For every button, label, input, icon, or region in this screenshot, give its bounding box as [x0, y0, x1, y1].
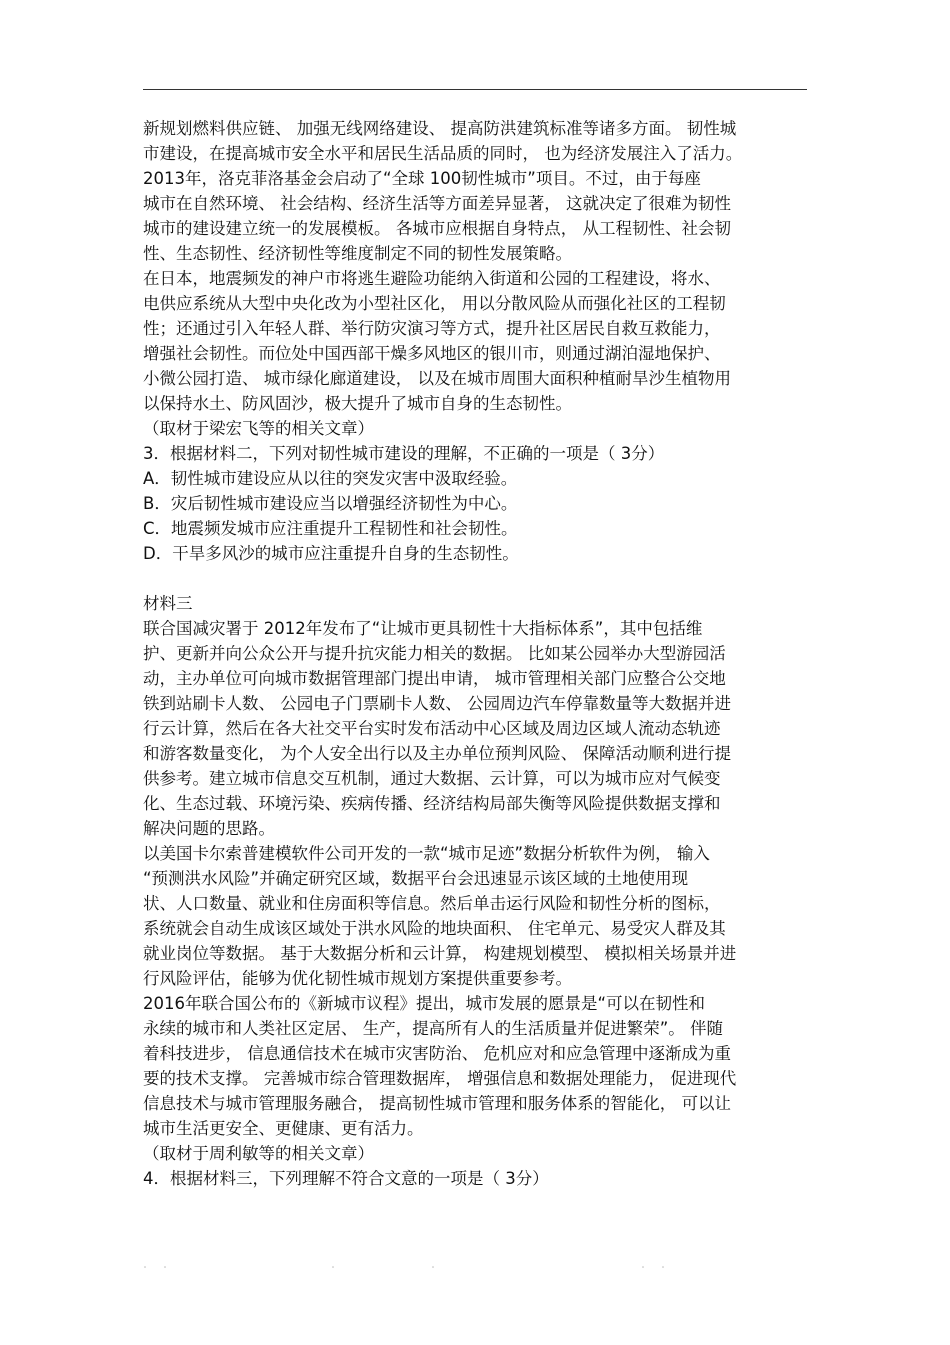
text-line: 化、生态过载、环境污染、疾病传播、经济结构局部失衡等风险提供数据支撑和: [143, 794, 721, 813]
text-line: 城市的建设建立统一的发展模板。 各城市应根据自身特点， 从工程韧性、社会韧: [143, 219, 731, 238]
text-line: 联合国减灾署于 2012年发布了“让城市更具韧性十大指标体系”，其中包括维: [143, 619, 703, 638]
text-line: 电供应系统从大型中央化改为小型社区化， 用以分散风险从而强化社区的工程韧: [143, 294, 726, 313]
text-line: 就业岗位等数据。 基于大数据分析和云计算， 构建规划模型、 模拟相关场景并进: [143, 944, 737, 963]
text-line: 状、人口数量、就业和住房面积等信息。然后单击运行风险和韧性分析的图标，: [143, 894, 721, 913]
text-line: 小微公园打造、 城市绿化廊道建设， 以及在城市周围大面积种植耐旱沙生植物用: [143, 369, 731, 388]
question-3: 3．根据材料二，下列对韧性城市建设的理解，不正确的一项是（ 3分）: [143, 444, 665, 463]
source-note: （取材于梁宏飞等的相关文章）: [143, 419, 374, 438]
text-line: 要的技术支撑。 完善城市综合管理数据库， 增强信息和数据处理能力， 促进现代: [143, 1069, 737, 1088]
text-line: 解决问题的思路。: [143, 819, 275, 838]
text-line: “预测洪水风险”并确定研究区域，数据平台会迅速显示该区域的土地使用现: [143, 869, 689, 888]
text-line: 着科技进步， 信息通信技术在城市灾害防治、 危机应对和应急管理中逐渐成为重: [143, 1044, 731, 1063]
header-rule: [143, 89, 807, 90]
text-line: 永续的城市和人类社区定居、 生产，提高所有人的生活质量并促进繁荣”。 伴随: [143, 1019, 724, 1038]
text-line: 和游客数量变化， 为个人安全出行以及主办单位预判风险、 保障活动顺利进行提: [143, 744, 731, 763]
text-line: 性、生态韧性、经济韧性等维度制定不同的韧性发展策略。: [143, 244, 572, 263]
text-line: 增强社会韧性。而位处中国西部干燥多风地区的银川市，则通过湖泊湿地保护、: [143, 344, 721, 363]
text-line: 新规划燃料供应链、 加强无线网络建设、 提高防洪建筑标准等诸多方面。 韧性城: [143, 119, 737, 138]
text-line: 供参考。建立城市信息交互机制，通过大数据、云计算，可以为城市应对气候变: [143, 769, 721, 788]
text-line: 动，主办单位可向城市数据管理部门提出申请， 城市管理相关部门应整合公交地: [143, 669, 726, 688]
text-line: 以美国卡尔索普建模软件公司开发的一款“城市足迹”数据分析软件为例， 输入: [143, 844, 710, 863]
source-note: （取材于周利敏等的相关文章）: [143, 1144, 374, 1163]
option-b: B．灾后韧性城市建设应当以增强经济韧性为中心。: [143, 494, 518, 513]
text-line: 以保持水土、防风固沙，极大提升了城市自身的生态韧性。: [143, 394, 572, 413]
text-line: 铁到站刷卡人数、 公园电子门票刷卡人数、 公园周边汽车停靠数量等大数据并进: [143, 694, 731, 713]
text-line: 城市在自然环境、 社会结构、经济生活等方面差异显著， 这就决定了很难为韧性: [143, 194, 731, 213]
footer-marks: [143, 1262, 807, 1272]
option-a: A．韧性城市建设应从以往的突发灾害中汲取经验。: [143, 469, 518, 488]
text-line: 信息技术与城市管理服务融合， 提高韧性城市管理和服务体系的智能化， 可以让: [143, 1094, 731, 1113]
question-4: 4．根据材料三，下列理解不符合文意的一项是（ 3分）: [143, 1169, 549, 1188]
text-line: 行云计算，然后在各大社交平台实时发布活动中心区域及周边区域人流动态轨迹: [143, 719, 721, 738]
text-line: 行风险评估，能够为优化韧性城市规划方案提供重要参考。: [143, 969, 572, 988]
text-line: 在日本，地震频发的神户市将逃生避险功能纳入街道和公园的工程建设，将水、: [143, 269, 721, 288]
text-line: 性；还通过引入年轻人群、举行防灾演习等方式，提升社区居民自救互救能力，: [143, 319, 721, 338]
footer-dots-icon: [143, 1262, 807, 1272]
text-line: 护、更新并向公众公开与提升抗灾能力相关的数据。 比如某公园举办大型游园活: [143, 644, 726, 663]
text-line: 2013年，洛克菲洛基金会启动了“全球 100韧性城市”项目。不过，由于每座: [143, 169, 701, 188]
option-c: C．地震频发城市应注重提升工程韧性和社会韧性。: [143, 519, 518, 538]
text-line: 市建设，在提高城市安全水平和居民生活品质的同时， 也为经济发展注入了活力。: [143, 144, 743, 163]
text-line: 城市生活更安全、更健康、更有活力。: [143, 1119, 424, 1138]
text-line: 2016年联合国公布的《新城市议程》提出，城市发展的愿景是“可以在韧性和: [143, 994, 706, 1013]
section-heading: 材料三: [143, 594, 193, 613]
text-line: 系统就会自动生成该区域处于洪水风险的地块面积、 住宅单元、易受灾人群及其: [143, 919, 726, 938]
option-d: D．干旱多风沙的城市应注重提升自身的生态韧性。: [143, 544, 519, 563]
